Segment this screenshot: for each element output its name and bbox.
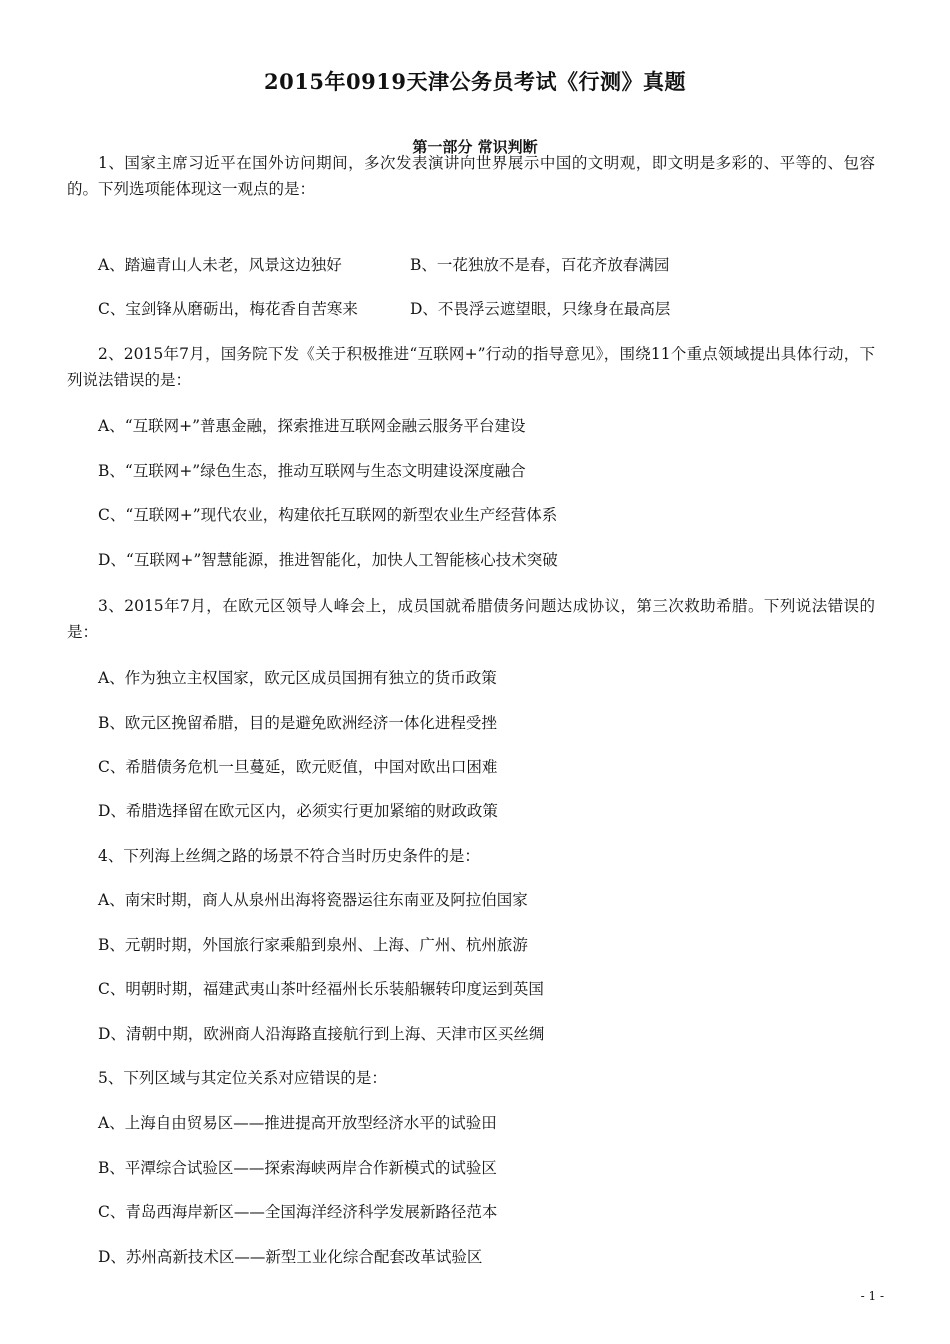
option-a: A、作为独立主权国家，欧元区成员国拥有独立的货币政策 <box>98 669 497 687</box>
option-c: C、青岛西海岸新区——全国海洋经济科学发展新路径范本 <box>98 1203 498 1221</box>
question-stem: 4、下列海上丝绸之路的场景不符合当时历史条件的是： <box>98 847 480 865</box>
option-a: A、上海自由贸易区——推进提高开放型经济水平的试验田 <box>98 1114 497 1132</box>
page-number: - 1 - <box>860 1289 884 1303</box>
option-a: A、“互联网+”普惠金融，探索推进互联网金融云服务平台建设 <box>98 417 526 435</box>
option-c: C、明朝时期，福建武夷山茶叶经福州长乐装船辗转印度运到英国 <box>98 980 544 998</box>
question-stem: 5、下列区域与其定位关系对应错误的是： <box>98 1069 387 1087</box>
question-stem: 3、2015年7月，在欧元区领导人峰会上，成员国就希腊债务问题达成协议，第三次救助希腊。下列说法错误的是： <box>67 597 875 641</box>
option-b: B、欧元区挽留希腊，目的是避免欧洲经济一体化进程受挫 <box>98 714 497 732</box>
question-stem: 2、2015年7月，国务院下发《关于积极推进“互联网+”行动的指导意见》，围绕11个重点领域提出具体行动，下列说法错误的是： <box>67 345 875 389</box>
option-d: D、“互联网+”智慧能源，推进智能化，加快人工智能核心技术突破 <box>98 551 558 569</box>
option-d: D、苏州高新技术区——新型工业化综合配套改革试验区 <box>98 1248 483 1266</box>
option-b: B、“互联网+”绿色生态，推动互联网与生态文明建设深度融合 <box>98 462 526 480</box>
option-d: D、希腊选择留在欧元区内，必须实行更加紧缩的财政政策 <box>98 802 498 820</box>
option-b: B、平潭综合试验区——探索海峡两岸合作新模式的试验区 <box>98 1159 497 1177</box>
option-a: A、踏遍青山人未老，风景这边独好 <box>98 256 342 274</box>
option-b: B、元朝时期，外国旅行家乘船到泉州、上海、广州、杭州旅游 <box>98 936 528 954</box>
section-title: 第一部分 常识判断 <box>412 138 538 156</box>
option-d: D、清朝中期，欧洲商人沿海路直接航行到上海、天津市区买丝绸 <box>98 1025 545 1043</box>
option-a: A、南宋时期，商人从泉州出海将瓷器运往东南亚及阿拉伯国家 <box>98 891 528 909</box>
option-c: C、希腊债务危机一旦蔓延，欧元贬值，中国对欧出口困难 <box>98 758 498 776</box>
question-stem: 1、国家主席习近平在国外访问期间，多次发表演讲向世界展示中国的文明观，即文明是多彩的、平等的、包容的。下列选项能体现这一观点的是： <box>67 154 875 198</box>
option-c: C、宝剑锋从磨砺出，梅花香自苦寒来 <box>98 300 358 318</box>
option-c: C、“互联网+”现代农业，构建依托互联网的新型农业生产经营体系 <box>98 506 558 524</box>
option-d: D、不畏浮云遮望眼，只缘身在最高层 <box>410 300 671 318</box>
document-title: 2015年0919天津公务员考试《行测》真题 <box>264 69 686 94</box>
option-b: B、一花独放不是春，百花齐放春满园 <box>410 256 670 274</box>
